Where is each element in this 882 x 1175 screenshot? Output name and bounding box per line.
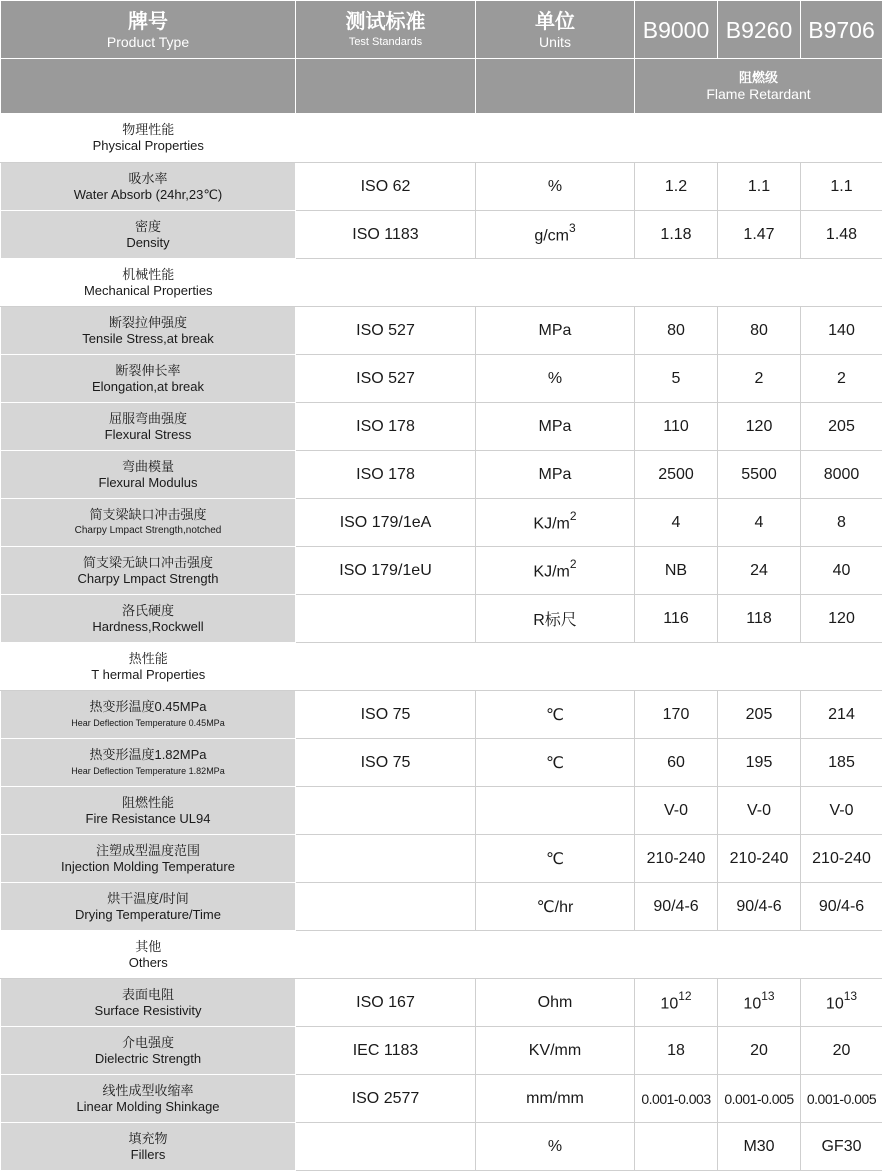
test-standard: IEC 1183 bbox=[296, 1027, 476, 1075]
test-standard: ISO 75 bbox=[296, 739, 476, 787]
test-standard: ISO 167 bbox=[296, 979, 476, 1027]
grade-value: 0.001-0.005 bbox=[801, 1075, 882, 1123]
grade-value: 210-240 bbox=[635, 835, 718, 883]
grade-value: V-0 bbox=[801, 787, 882, 835]
table-row bbox=[1, 979, 882, 1027]
unit: ℃/hr bbox=[476, 883, 635, 931]
unit: $g/cm^3$ bbox=[476, 211, 635, 259]
grade-value: 5500 bbox=[718, 451, 801, 499]
section-title: 热性能 T hermal Properties bbox=[1, 643, 296, 691]
grade-value: 4 bbox=[718, 499, 801, 547]
grade-value: 140 bbox=[801, 307, 882, 355]
grade-value: V-0 bbox=[718, 787, 801, 835]
property-name: 线性成型收缩率 Linear Molding Shinkage bbox=[1, 1075, 296, 1123]
grade-value: 90/4-6 bbox=[718, 883, 801, 931]
test-standard bbox=[296, 1123, 476, 1171]
unit: $KJ/m^2$ bbox=[476, 499, 635, 547]
property-name: 洛氏硬度 Hardness,Rockwell bbox=[1, 595, 296, 643]
grade-value: 120 bbox=[801, 595, 882, 643]
units-header: 单位 Units bbox=[476, 1, 635, 59]
property-name: 热变形温度0.45MPa Hear Deflection Temperature 0.45MPa bbox=[1, 691, 296, 739]
grade-value: 1.2 bbox=[635, 163, 718, 211]
grade-value: GF30 bbox=[801, 1123, 882, 1171]
property-name: 填充物 Fillers bbox=[1, 1123, 296, 1171]
table-row bbox=[1, 1123, 882, 1171]
category-header: 阻燃级 Flame Retardant bbox=[635, 59, 882, 114]
grade-value: 90/4-6 bbox=[801, 883, 882, 931]
section-row bbox=[1, 259, 882, 307]
table-row bbox=[1, 307, 882, 355]
grade-value: 90/4-6 bbox=[635, 883, 718, 931]
unit: ℃ bbox=[476, 691, 635, 739]
product-type-header: 牌号 Product Type bbox=[1, 1, 296, 59]
section-row bbox=[1, 931, 882, 979]
grade-value: $10^{13}$ bbox=[718, 979, 801, 1027]
grade-value: $10^{12}$ bbox=[635, 979, 718, 1027]
grade-value: 0.001-0.003 bbox=[635, 1075, 718, 1123]
table-row bbox=[1, 451, 882, 499]
grade-value: 2500 bbox=[635, 451, 718, 499]
table-row bbox=[1, 403, 882, 451]
grade-header: B9000 bbox=[635, 1, 718, 59]
grade-value: 24 bbox=[718, 547, 801, 595]
table-row bbox=[1, 595, 882, 643]
test-standard: ISO 2577 bbox=[296, 1075, 476, 1123]
table-row bbox=[1, 835, 882, 883]
property-name: 断裂拉伸强度 Tensile Stress,at break bbox=[1, 307, 296, 355]
grade-value: NB bbox=[635, 547, 718, 595]
property-name: 屈服弯曲强度 Flexural Stress bbox=[1, 403, 296, 451]
property-name: 介电强度 Dielectric Strength bbox=[1, 1027, 296, 1075]
grade-value: 1.1 bbox=[801, 163, 882, 211]
grade-header: B9706 bbox=[801, 1, 882, 59]
property-name: 表面电阻 Surface Resistivity bbox=[1, 979, 296, 1027]
test-standard bbox=[296, 595, 476, 643]
grade-value: 214 bbox=[801, 691, 882, 739]
unit: KV/mm bbox=[476, 1027, 635, 1075]
grade-value: 1.18 bbox=[635, 211, 718, 259]
test-standard: ISO 527 bbox=[296, 307, 476, 355]
test-standard: ISO 178 bbox=[296, 403, 476, 451]
property-name: 密度 Density bbox=[1, 211, 296, 259]
grade-value: 120 bbox=[718, 403, 801, 451]
grade-value: 110 bbox=[635, 403, 718, 451]
grade-value: M30 bbox=[718, 1123, 801, 1171]
test-standard: ISO 75 bbox=[296, 691, 476, 739]
unit: R标尺 bbox=[476, 595, 635, 643]
grade-value: 80 bbox=[718, 307, 801, 355]
grade-value: 205 bbox=[801, 403, 882, 451]
grade-value: 4 bbox=[635, 499, 718, 547]
table-row bbox=[1, 787, 882, 835]
grade-value: 8 bbox=[801, 499, 882, 547]
table-row bbox=[1, 883, 882, 931]
test-standards-header: 测试标准 Test Standards bbox=[296, 1, 476, 59]
test-standard: ISO 178 bbox=[296, 451, 476, 499]
unit: MPa bbox=[476, 403, 635, 451]
test-standard: ISO 1183 bbox=[296, 211, 476, 259]
grade-value: 1.48 bbox=[801, 211, 882, 259]
section-row bbox=[1, 643, 882, 691]
section-title: 其他 Others bbox=[1, 931, 296, 979]
section-title: 物理性能 Physical Properties bbox=[1, 114, 296, 163]
grade-value: 8000 bbox=[801, 451, 882, 499]
section-title: 机械性能 Mechanical Properties bbox=[1, 259, 296, 307]
grade-value: 195 bbox=[718, 739, 801, 787]
grade-value: 116 bbox=[635, 595, 718, 643]
grade-value: 1.47 bbox=[718, 211, 801, 259]
grade-value: 1.1 bbox=[718, 163, 801, 211]
grade-value bbox=[635, 1123, 718, 1171]
property-name: 注塑成型温度范围 Injection Molding Temperature bbox=[1, 835, 296, 883]
property-name: 断裂伸长率 Elongation,at break bbox=[1, 355, 296, 403]
test-standard: ISO 179/1eU bbox=[296, 547, 476, 595]
test-standard bbox=[296, 835, 476, 883]
property-name: 弯曲模量 Flexural Modulus bbox=[1, 451, 296, 499]
grade-value: 18 bbox=[635, 1027, 718, 1075]
grade-value: 2 bbox=[718, 355, 801, 403]
grade-value: 185 bbox=[801, 739, 882, 787]
test-standard bbox=[296, 883, 476, 931]
table-row bbox=[1, 1075, 882, 1123]
property-name: 吸水率 Water Absorb (24hr,23℃) bbox=[1, 163, 296, 211]
unit: % bbox=[476, 1123, 635, 1171]
grade-value: 60 bbox=[635, 739, 718, 787]
unit: $KJ/m^2$ bbox=[476, 547, 635, 595]
grade-value: 40 bbox=[801, 547, 882, 595]
unit: MPa bbox=[476, 307, 635, 355]
property-name: 简支梁缺口冲击强度 Charpy Lmpact Strength,notched bbox=[1, 499, 296, 547]
grade-value: 20 bbox=[801, 1027, 882, 1075]
grade-value: 0.001-0.005 bbox=[718, 1075, 801, 1123]
unit bbox=[476, 787, 635, 835]
grade-value: 170 bbox=[635, 691, 718, 739]
unit: ℃ bbox=[476, 835, 635, 883]
table-row bbox=[1, 163, 882, 211]
grade-value: 80 bbox=[635, 307, 718, 355]
grade-value: 2 bbox=[801, 355, 882, 403]
table-row bbox=[1, 355, 882, 403]
grade-value: 5 bbox=[635, 355, 718, 403]
unit: MPa bbox=[476, 451, 635, 499]
table-row bbox=[1, 691, 882, 739]
unit: % bbox=[476, 355, 635, 403]
section-row bbox=[1, 114, 882, 163]
category-row bbox=[1, 59, 882, 114]
table-row bbox=[1, 211, 882, 259]
test-standard: ISO 179/1eA bbox=[296, 499, 476, 547]
table-row bbox=[1, 547, 882, 595]
grade-value: $10^{13}$ bbox=[801, 979, 882, 1027]
property-name: 热变形温度1.82MPa Hear Deflection Temperature 1.82MPa bbox=[1, 739, 296, 787]
grade-value: 205 bbox=[718, 691, 801, 739]
unit: % bbox=[476, 163, 635, 211]
unit: mm/mm bbox=[476, 1075, 635, 1123]
grade-value: V-0 bbox=[635, 787, 718, 835]
table-row bbox=[1, 499, 882, 547]
test-standard: ISO 527 bbox=[296, 355, 476, 403]
unit: Ohm bbox=[476, 979, 635, 1027]
grade-value: 210-240 bbox=[718, 835, 801, 883]
test-standard: ISO 62 bbox=[296, 163, 476, 211]
grade-header: B9260 bbox=[718, 1, 801, 59]
property-name: 阻燃性能 Fire Resistance UL94 bbox=[1, 787, 296, 835]
grade-value: 118 bbox=[718, 595, 801, 643]
unit: ℃ bbox=[476, 739, 635, 787]
property-name: 烘干温度/时间 Drying Temperature/Time bbox=[1, 883, 296, 931]
header-row bbox=[1, 1, 882, 59]
table-row bbox=[1, 1027, 882, 1075]
test-standard bbox=[296, 787, 476, 835]
property-name: 简支梁无缺口冲击强度 Charpy Lmpact Strength bbox=[1, 547, 296, 595]
grade-value: 210-240 bbox=[801, 835, 882, 883]
grade-value: 20 bbox=[718, 1027, 801, 1075]
table-row bbox=[1, 739, 882, 787]
